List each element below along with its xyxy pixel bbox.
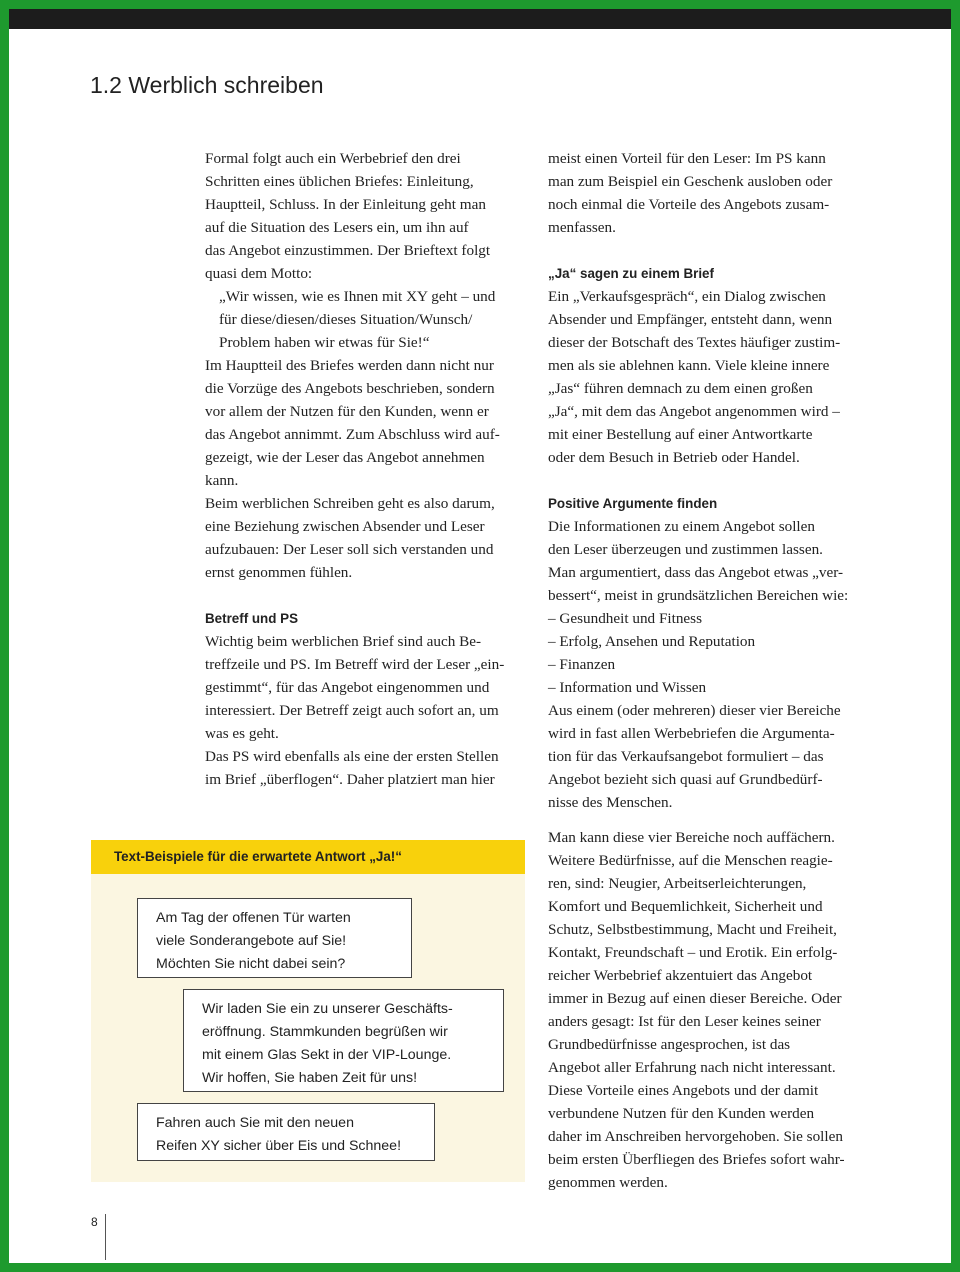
right-column — [548, 147, 878, 1194]
text-line: treffzeile und PS. Im Betreff wird der Leser „ein- — [205, 656, 505, 673]
ps-paragraph — [205, 745, 535, 791]
heading-positive-argumente: Positive Argumente finden — [548, 496, 718, 511]
card-line: Wir laden Sie ein zu unserer Geschäfts- — [202, 1001, 453, 1017]
text-line: Grundbedürfnisse angesprochen, ist das — [548, 1036, 791, 1053]
page-number: 8 — [91, 1215, 98, 1229]
text-line: Kontakt, Freundschaft – und Erotik. Ein erfolg- — [548, 944, 838, 961]
quote-line: für diese/diesen/dieses Situation/Wunsch/ — [219, 311, 473, 328]
text-line: Diese Vorteile eines Angebots und der damit — [548, 1082, 819, 1099]
quote-line: „Wir wissen, wie es Ihnen mit XY geht – und — [219, 288, 496, 305]
example-card-opening — [183, 989, 504, 1092]
text-line: gestimmt“, für das Angebot eingenommen und — [205, 679, 490, 696]
left-column — [205, 147, 535, 791]
betreff-paragraph — [205, 630, 535, 745]
text-line: interessiert. Der Betreff zeigt auch sofort an, um — [205, 702, 499, 719]
list-item: – Finanzen — [548, 656, 616, 673]
text-line: das Angebot einzustimmen. Der Brieftext folgt — [205, 242, 491, 259]
text-line: reicher Werbebrief akzentuiert das Angebot — [548, 967, 813, 984]
text-line: bessert“, meist in grundsätzlichen Bereichen wie: — [548, 587, 849, 604]
arguments-paragraph — [548, 515, 878, 607]
argumentation-paragraph — [548, 699, 878, 814]
text-line: eine Beziehung zwischen Absender und Leser — [205, 518, 485, 535]
text-line: mit einer Bestellung auf einer Antwortkarte — [548, 426, 813, 443]
text-line: nisse des Menschen. — [548, 794, 673, 811]
text-line: ren, sind: Neugier, Arbeitserleichterungen, — [548, 875, 807, 892]
text-line: Komfort und Bequemlichkeit, Sicherheit und — [548, 898, 823, 915]
text-line: im Brief „überflogen“. Daher platziert man hier — [205, 771, 495, 788]
card-line: Wir hoffen, Sie haben Zeit für uns! — [202, 1070, 418, 1086]
text-line: Angebot bezieht sich quasi auf Grundbedürf- — [548, 771, 823, 788]
text-line: noch einmal die Vorteile des Angebots zusam- — [548, 196, 830, 213]
motto-quote — [205, 285, 535, 354]
card-line: viele Sonderangebote auf Sie! — [156, 933, 347, 949]
text-line: „Jas“ führen demnach zu dem einen großen — [548, 380, 813, 397]
text-line: tion für das Verkaufsangebot formuliert – das — [548, 748, 824, 765]
text-line: Schutz, Selbstbestimmung, Macht und Freiheit, — [548, 921, 837, 938]
intro-paragraph — [205, 147, 535, 285]
text-line: vor allem der Nutzen für den Kunden, wenn er — [205, 403, 489, 420]
text-line: kann. — [205, 472, 239, 489]
relationship-paragraph — [205, 492, 535, 584]
needs-paragraph — [548, 826, 878, 1194]
text-line: menfassen. — [548, 219, 616, 236]
example-box-title: Text-Beispiele für die erwartete Antwort „Ja!“ — [114, 849, 402, 864]
card-line: Reifen XY sicher über Eis und Schnee! — [156, 1138, 402, 1154]
text-line: Ein „Verkaufsgespräch“, ein Dialog zwischen — [548, 288, 826, 305]
text-line: aufzubauen: Der Leser soll sich verstanden und — [205, 541, 494, 558]
ps-continuation-paragraph — [548, 147, 878, 239]
text-line: dieser der Botschaft des Textes häufiger zustim- — [548, 334, 841, 351]
text-line: Beim werblichen Schreiben geht es also darum, — [205, 495, 495, 512]
text-line: anders gesagt: Ist für den Leser keines seiner — [548, 1013, 821, 1030]
card-line: Möchten Sie nicht dabei sein? — [156, 956, 346, 972]
example-box-header — [91, 840, 525, 874]
text-line: men als sie ablehnen kann. Viele kleine innere — [548, 357, 830, 374]
text-line: Die Informationen zu einem Angebot sollen — [548, 518, 815, 535]
text-line: immer in Bezug auf einen dieser Bereiche. Oder — [548, 990, 842, 1007]
quote-line: Problem haben wir etwas für Sie!“ — [219, 334, 430, 351]
text-line: die Vorzüge des Angebots beschrieben, sondern — [205, 380, 495, 397]
card-line: Am Tag der offenen Tür warten — [156, 910, 351, 926]
text-line: gezeigt, wie der Leser das Angebot annehmen — [205, 449, 485, 466]
example-card-open-house — [137, 898, 412, 978]
text-line: quasi dem Motto: — [205, 265, 313, 282]
text-line: Man kann diese vier Bereiche noch auffächern. — [548, 829, 835, 846]
heading-betreff-ps: Betreff und PS — [205, 611, 298, 626]
main-part-paragraph — [205, 354, 535, 492]
text-line: beim ersten Überfliegen des Briefes sofort wahr- — [548, 1151, 845, 1168]
page-title: 1.2 Werblich schreiben — [90, 72, 324, 98]
text-line: Formal folgt auch ein Werbebrief den drei — [205, 150, 461, 167]
text-line: „Ja“, mit dem das Angebot angenommen wird – — [548, 403, 840, 420]
text-line: ernst genommen fühlen. — [205, 564, 353, 581]
example-box — [91, 840, 525, 1182]
areas-list — [548, 607, 878, 699]
text-line: Wichtig beim werblichen Brief sind auch Be- — [205, 633, 482, 650]
text-line: Im Hauptteil des Briefes werden dann nicht nur — [205, 357, 494, 374]
text-line: man zum Beispiel ein Geschenk ausloben oder — [548, 173, 833, 190]
example-card-tires — [137, 1103, 435, 1161]
dialog-paragraph — [548, 285, 878, 469]
list-item: – Erfolg, Ansehen und Reputation — [548, 633, 756, 650]
text-line: meist einen Vorteil für den Leser: Im PS kann — [548, 150, 826, 167]
text-line: Man argumentiert, dass das Angebot etwas „ver- — [548, 564, 844, 581]
text-line: was es geht. — [205, 725, 279, 742]
text-line: Absender und Empfänger, entsteht dann, wenn — [548, 311, 833, 328]
top-bar — [9, 9, 951, 29]
text-line: auf die Situation des Lesers ein, um ihn auf — [205, 219, 469, 236]
text-line: wird in fast allen Werbebriefen die Argumenta- — [548, 725, 835, 742]
text-line: Aus einem (oder mehreren) dieser vier Bereiche — [548, 702, 841, 719]
text-line: Hauptteil, Schluss. In der Einleitung geht man — [205, 196, 486, 213]
text-line: das Angebot annimmt. Zum Abschluss wird auf- — [205, 426, 500, 443]
card-line: Fahren auch Sie mit den neuen — [156, 1115, 354, 1131]
page — [9, 9, 951, 1263]
text-line: Das PS wird ebenfalls als eine der ersten Stellen — [205, 748, 499, 765]
list-item: – Gesundheit und Fitness — [548, 610, 702, 627]
text-line: verbundene Nutzen für den Kunden werden — [548, 1105, 815, 1122]
text-line: daher im Anschreiben hervorgehoben. Sie sollen — [548, 1128, 843, 1145]
text-line: Angebot aller Erfahrung nach nicht interessant. — [548, 1059, 836, 1076]
list-item: – Information und Wissen — [548, 679, 707, 696]
text-line: den Leser überzeugen und zustimmen lassen. — [548, 541, 823, 558]
text-line: genommen werden. — [548, 1174, 668, 1191]
card-line: eröffnung. Stammkunden begrüßen wir — [202, 1024, 448, 1040]
heading-ja-sagen: „Ja“ sagen zu einem Brief — [548, 266, 714, 281]
text-line: Schritten eines üblichen Briefes: Einleitung, — [205, 173, 474, 190]
footer-divider — [105, 1214, 106, 1260]
text-line: Weitere Bedürfnisse, auf die Menschen reagie- — [548, 852, 833, 869]
card-line: mit einem Glas Sekt in der VIP-Lounge. — [202, 1047, 452, 1063]
text-line: oder dem Besuch in Betrieb oder Handel. — [548, 449, 800, 466]
